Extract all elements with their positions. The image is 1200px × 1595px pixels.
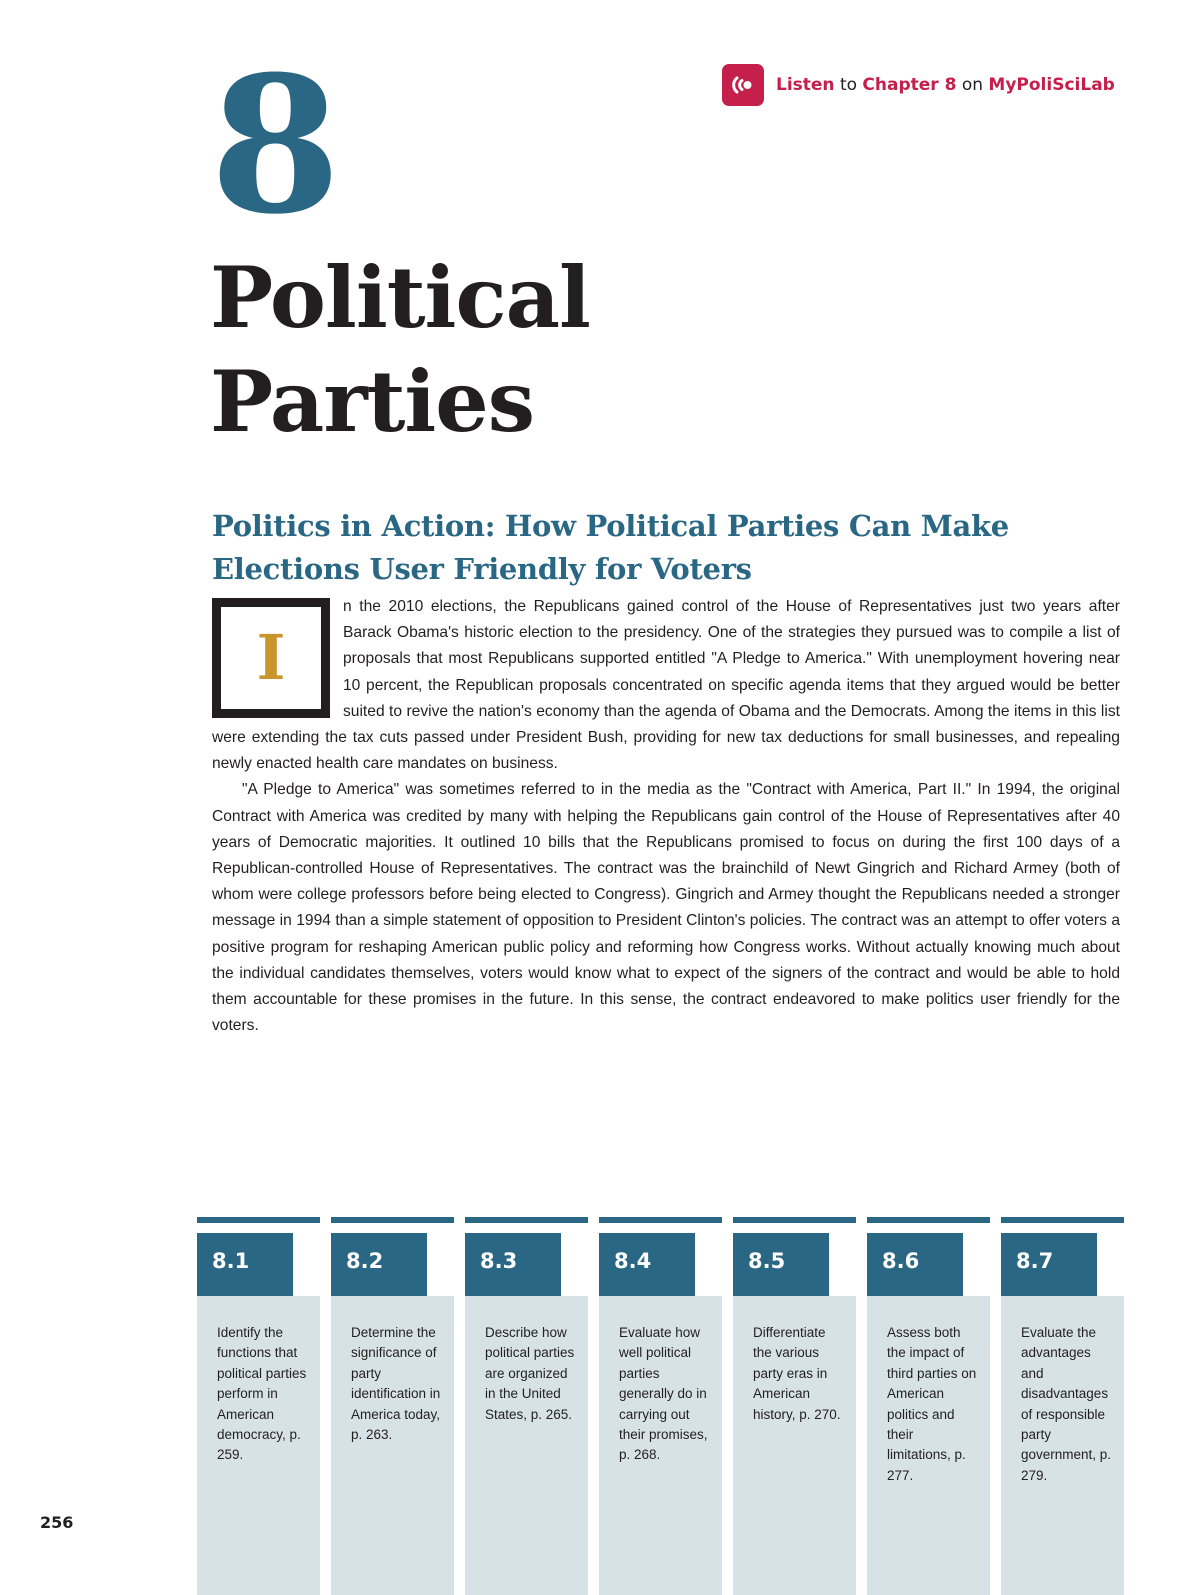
body-text [212, 594, 1120, 1039]
objective-card [465, 1217, 588, 1595]
objective-text: Evaluate how well political parties generally do in carrying out their promises, p. 268. [619, 1325, 708, 1463]
learning-objectives [197, 1217, 1124, 1595]
objective-number: 8.6 [867, 1233, 963, 1296]
section-heading-line-2: Elections User Friendly for Voters [212, 552, 752, 586]
objective-number: 8.1 [197, 1233, 293, 1296]
objective-text: Differentiate the various party eras in American history, p. 270. [753, 1325, 841, 1422]
listen-label: Listen to Chapter 8 on MyPoliSciLab [776, 75, 1115, 95]
objective-text: Evaluate the advantages and disadvantages of responsible party government, p. 279. [1021, 1325, 1112, 1483]
objective-card [197, 1217, 320, 1595]
chapter-title [210, 246, 590, 454]
objective-number: 8.3 [465, 1233, 561, 1296]
audio-speaker-icon [722, 64, 764, 106]
objective-card [733, 1217, 856, 1595]
objective-card [331, 1217, 454, 1595]
paragraph-1 [212, 594, 1120, 777]
paragraph-2: "A Pledge to America" was sometimes referred to in the media as the "Contract with America, Part II." In 1994, the original Contract with America was credited by many with helping the Republicans gain control of the House of Representatives after 40 years of Democratic majorities. It outlined 10 bills that the Republicans promised to focus on during the first 100 days of a Republican-controlled House of Representatives. The contract was the brainchild of Newt Gingrich and Richard Armey (both of whom were college professors before being elected to Congress). Gingrich and Armey thought the Republicans needed a stronger message in 1994 than a simple statement of opposition to President Clinton's policies. The contract was an attempt to offer voters a positive program for reshaping American public policy and reforming how Congress works. Without actually knowing much about the individual candidates themselves, voters would know what to expect of the signers of the contract and would be able to hold them accountable for these promises in the future. In this sense, the contract endeavored to make politics user friendly for the voters. [212, 781, 1120, 1035]
objective-card [599, 1217, 722, 1595]
objective-number: 8.5 [733, 1233, 829, 1296]
objective-text: Determine the significance of party identification in America today, p. 263. [351, 1325, 441, 1443]
objective-card [1001, 1217, 1124, 1595]
objective-card [867, 1217, 990, 1595]
paragraph-1-text: n the 2010 elections, the Republicans gained control of the House of Representatives just two years after Barack Obama's historic election to the presidency. One of the strategies they pursued was to compile a list of proposals that most Republicans supported entitled "A Pledge to America." With unemployment hovering near 10 percent, the Republican proposals concentrated on specific agenda items that they argued would be better suited to revive the nation's economy than the agenda of Obama and the Democrats. Among the items in this list were extending the tax cuts passed under President Bush, providing for new tax deductions for small businesses, and repealing newly enacted health care mandates on business. [212, 598, 1120, 773]
objective-number: 8.2 [331, 1233, 427, 1296]
objective-text: Assess both the impact of third parties on American politics and their limitations, p. 277. [887, 1325, 977, 1483]
page-number: 256 [40, 1513, 74, 1532]
chapter-title-line-2: Parties [210, 352, 535, 451]
section-heading [212, 505, 1132, 591]
objective-text: Identify the functions that political parties perform in American democracy, p. 259. [217, 1325, 307, 1463]
objective-number: 8.4 [599, 1233, 695, 1296]
section-heading-line-1: Politics in Action: How Political Parties Can Make [212, 509, 1009, 543]
drop-cap: I [212, 598, 330, 718]
objective-number: 8.7 [1001, 1233, 1097, 1296]
chapter-title-line-1: Political [210, 248, 590, 347]
chapter-number: 8 [210, 35, 341, 256]
objective-text: Describe how political parties are organized in the United States, p. 265. [485, 1325, 575, 1422]
listen-to-chapter-link[interactable] [722, 64, 1115, 106]
